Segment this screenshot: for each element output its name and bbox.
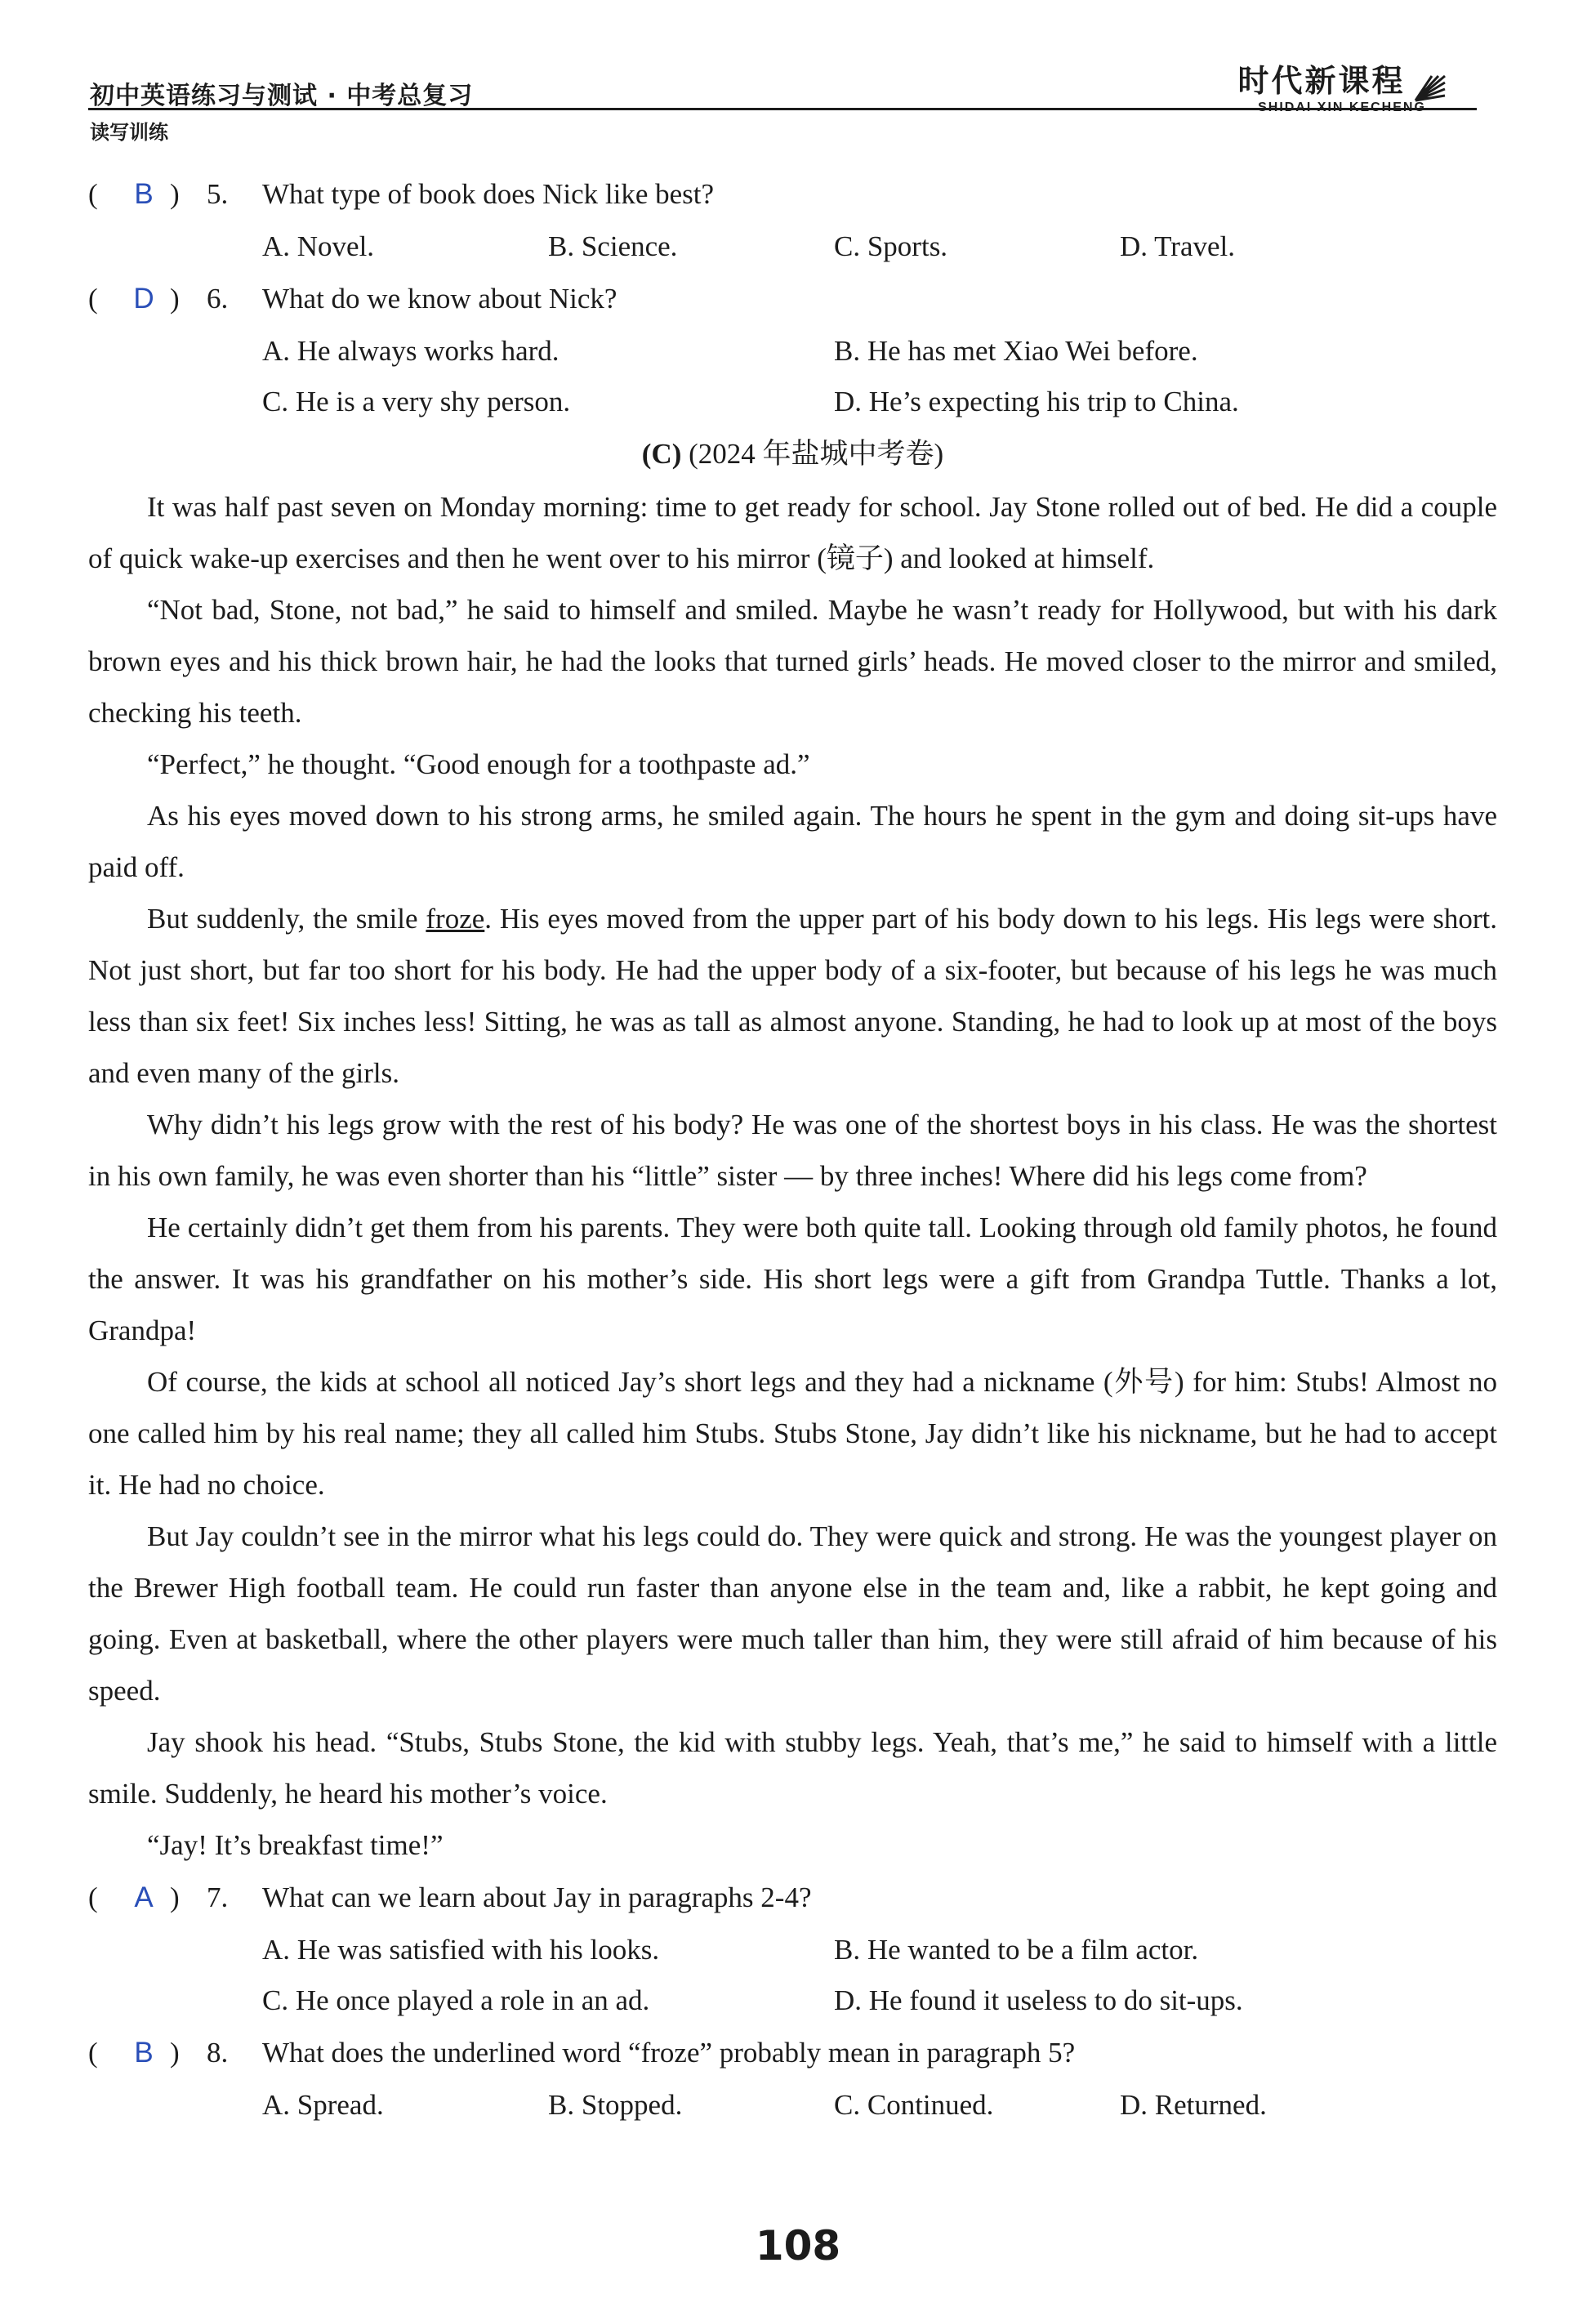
answer-mark: B [134, 2037, 154, 2069]
question-6-options-row1 [88, 326, 1497, 377]
answer-bracket-close: ) [170, 2037, 180, 2069]
paragraph-5-rest: . His eyes moved from the upper part of his body down to his legs. His legs were short. Not just short, but far too short for his body. He had the upper body of a six-footer, but because of his legs he was much less than six feet! Six inches less! Sitting, he was as tall as almost anyone. Standing, he had to look up at most of the boys and even many of the girls. [88, 903, 1497, 1089]
question-text: What do we know about Nick? [262, 283, 617, 315]
question-6 [88, 272, 1497, 326]
paragraph-2: “Not bad, Stone, not bad,” he said to himself and smiled. Maybe he wasn’t ready for Hollywood, but with his dark brown eyes and his thick brown hair, he had the looks that turned girls’ heads. He moved closer to the mirror and smiled, checking his teeth. [88, 594, 1497, 729]
answer-mark: B [134, 178, 154, 210]
question-number: 8. [207, 2037, 229, 2069]
section-label: 读写训练 [90, 121, 168, 144]
page-content [88, 167, 1497, 2131]
option-a: A. Novel. [262, 230, 375, 262]
paragraph-8: Of course, the kids at school all noticed Jay’s short legs and they had a nickname (外号) for him: Stubs! Almost no one called him by his real name; they all called him Stubs. Stubs Stone, Jay didn’t like his nickname, but he had to accept it. He had no choice. [88, 1366, 1497, 1501]
brand-pinyin: SHIDAI XIN KECHENG [1258, 100, 1426, 115]
question-8-options [88, 2080, 1497, 2131]
option-d: D. Travel. [1120, 230, 1235, 262]
option-c: C. Sports. [834, 230, 948, 262]
question-5-options [88, 221, 1497, 272]
underlined-word: froze [426, 903, 485, 935]
question-7-options-row1 [88, 1925, 1497, 1975]
option-b: B. Stopped. [548, 2089, 683, 2121]
answer-bracket-open: ( [88, 178, 98, 210]
option-c: C. Continued. [834, 2089, 994, 2121]
answer-bracket-close: ) [170, 178, 180, 210]
question-5 [88, 167, 1497, 221]
brand-name: 时代新课程 [1237, 63, 1406, 99]
paragraph-3: “Perfect,” he thought. “Good enough for a toothpaste ad.” [147, 748, 810, 780]
answer-bracket-close: ) [170, 283, 180, 315]
brand-fan-icon [1414, 74, 1447, 102]
question-text: What type of book does Nick like best? [262, 178, 715, 210]
option-a: A. Spread. [262, 2089, 384, 2121]
paragraph-9: But Jay couldn’t see in the mirror what his legs could do. They were quick and strong. He was the youngest player on the Brewer High football team. He could run faster than anyone else in the team and, like a rabbit, he kept going and going. Even at basketball, where the other players were much taller than him, they were still afraid of him because of his speed. [88, 1520, 1497, 1707]
answer-bracket-open: ( [88, 283, 98, 315]
question-text: What can we learn about Jay in paragraphs 2-4? [262, 1881, 812, 1913]
paragraph-5 [88, 893, 1497, 1099]
option-b: B. Science. [548, 230, 678, 262]
option-d: D. He’s expecting his trip to China. [834, 386, 1239, 417]
answer-bracket-close: ) [170, 1881, 180, 1913]
question-7-options-row2 [88, 1975, 1497, 2026]
answer-bracket-open: ( [88, 2037, 98, 2069]
paragraph-6: Why didn’t his legs grow with the rest of his body? He was one of the shortest boys in his class. He was the shortest in his own family, he was even shorter than his “little” sister — by three inches! Where did his legs come from? [88, 1109, 1497, 1192]
paragraph-1: It was half past seven on Monday morning: time to get ready for school. Jay Stone rolled out of bed. He did a couple of quick wake-up exercises and then he went over to his mirror (镜子) and looked at himself. [88, 491, 1497, 574]
answer-mark: A [134, 1881, 154, 1913]
option-b: B. He has met Xiao Wei before. [834, 335, 1198, 367]
paragraph-11: “Jay! It’s breakfast time!” [147, 1829, 444, 1861]
page-header [88, 63, 1477, 144]
question-6-options-row2 [88, 377, 1497, 427]
passage-heading [88, 427, 1497, 481]
page-number: 108 [755, 2222, 841, 2270]
paragraph-4: As his eyes moved down to his strong arms, he smiled again. The hours he spent in the gym and doing sit-ups have paid off. [88, 800, 1497, 883]
paragraph-10: Jay shook his head. “Stubs, Stubs Stone, the kid with stubby legs. Yeah, that’s me,” he said to himself with a little smile. Suddenly, he heard his mother’s voice. [88, 1726, 1497, 1810]
option-c: C. He is a very shy person. [262, 386, 571, 417]
option-c: C. He once played a role in an ad. [262, 1984, 650, 2016]
question-text: What does the underlined word “froze” probably mean in paragraph 5? [262, 2037, 1076, 2069]
question-number: 5. [207, 178, 229, 210]
question-7 [88, 1871, 1497, 1925]
paragraph-7: He certainly didn’t get them from his parents. They were both quite tall. Looking through old family photos, he found the answer. It was his grandfather on his mother’s side. His short legs were a gift from Grandpa Tuttle. Thanks a lot, Grandpa! [88, 1212, 1497, 1346]
option-d: D. He found it useless to do sit-ups. [834, 1984, 1243, 2016]
question-number: 7. [207, 1881, 229, 1913]
answer-mark: D [133, 283, 154, 315]
passage-label: (C) [641, 438, 682, 470]
option-b: B. He wanted to be a film actor. [834, 1934, 1199, 1966]
passage-source: (2024 年盐城中考卷) [689, 438, 944, 470]
question-number: 6. [207, 283, 229, 315]
option-d: D. Returned. [1120, 2089, 1267, 2121]
paragraph-5-start: But suddenly, the smile [147, 903, 426, 935]
brand-logo [1207, 56, 1477, 115]
option-a: A. He always works hard. [262, 335, 559, 367]
book-title: 初中英语练习与测试 · 中考总复习 [90, 82, 474, 110]
question-8 [88, 2026, 1497, 2080]
option-a: A. He was satisfied with his looks. [262, 1934, 660, 1966]
answer-bracket-open: ( [88, 1881, 98, 1913]
